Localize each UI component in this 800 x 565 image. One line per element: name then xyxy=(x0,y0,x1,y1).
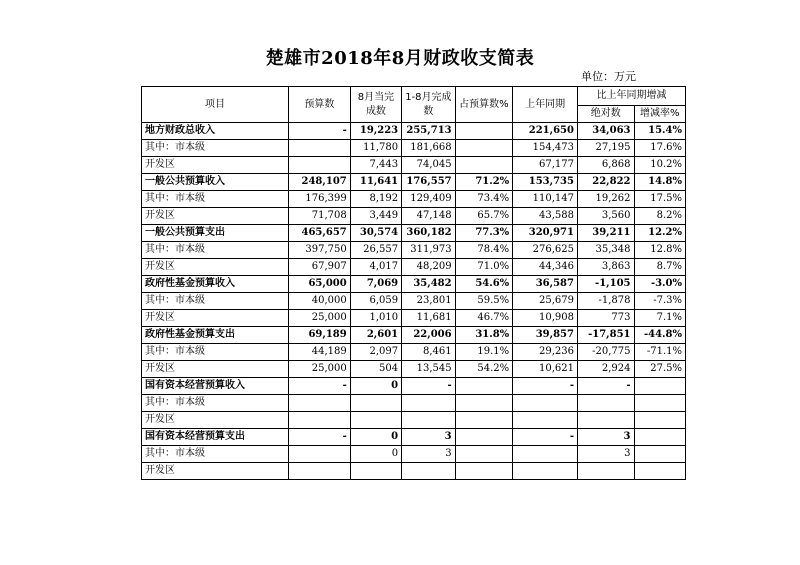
cell-name: 其中：市本级 xyxy=(142,446,289,463)
cell-abs: 22,822 xyxy=(577,174,634,191)
cell-rate: -44.8% xyxy=(634,327,685,344)
cell-cum: 48,209 xyxy=(402,259,455,276)
cell-aug: 7,069 xyxy=(350,276,401,293)
cell-abs: 27,195 xyxy=(577,140,634,157)
cell-name: 其中：市本级 xyxy=(142,293,289,310)
cell-pct: 31.8% xyxy=(455,327,513,344)
cell-budget xyxy=(289,463,351,480)
cell-prev xyxy=(513,412,578,429)
cell-pct xyxy=(455,157,513,174)
cell-rate: -71.1% xyxy=(634,344,685,361)
cell-budget xyxy=(289,395,351,412)
cell-budget: - xyxy=(289,429,351,446)
cell-aug: 0 xyxy=(350,446,401,463)
cell-prev xyxy=(513,446,578,463)
cell-prev: 154,473 xyxy=(513,140,578,157)
cell-name: 其中：市本级 xyxy=(142,344,289,361)
cell-aug: 3,449 xyxy=(350,208,401,225)
cell-budget: 40,000 xyxy=(289,293,351,310)
table-row xyxy=(142,123,686,140)
table-row xyxy=(142,225,686,242)
cell-aug: 2,601 xyxy=(350,327,401,344)
cell-aug xyxy=(350,412,401,429)
cell-aug: 26,557 xyxy=(350,242,401,259)
cell-pct xyxy=(455,463,513,480)
cell-prev: - xyxy=(513,378,578,395)
cell-cum: 8,461 xyxy=(402,344,455,361)
cell-pct xyxy=(455,429,513,446)
cell-aug: 19,223 xyxy=(350,123,401,140)
cell-aug: 11,780 xyxy=(350,140,401,157)
table-row xyxy=(142,276,686,293)
finance-table xyxy=(141,86,686,480)
cell-name: 开发区 xyxy=(142,412,289,429)
cell-prev: 153,735 xyxy=(513,174,578,191)
cell-aug: 8,192 xyxy=(350,191,401,208)
cell-pct xyxy=(455,412,513,429)
cell-cum xyxy=(402,395,455,412)
cell-abs xyxy=(577,395,634,412)
table-row xyxy=(142,463,686,480)
table-row xyxy=(142,344,686,361)
cell-pct: 77.3% xyxy=(455,225,513,242)
cell-prev: 67,177 xyxy=(513,157,578,174)
cell-name: 开发区 xyxy=(142,310,289,327)
cell-pct: 73.4% xyxy=(455,191,513,208)
cell-rate xyxy=(634,412,685,429)
header-pct: 占预算数% xyxy=(455,87,513,123)
cell-pct: 65.7% xyxy=(455,208,513,225)
cell-prev: 44,346 xyxy=(513,259,578,276)
cell-pct xyxy=(455,378,513,395)
cell-cum: 3 xyxy=(402,446,455,463)
table-row xyxy=(142,446,686,463)
header-change: 比上年同期增减 xyxy=(577,87,685,106)
cell-pct: 54.6% xyxy=(455,276,513,293)
cell-cum: 176,557 xyxy=(402,174,455,191)
cell-pct xyxy=(455,446,513,463)
cell-pct xyxy=(455,140,513,157)
cell-budget xyxy=(289,412,351,429)
cell-abs: 34,063 xyxy=(577,123,634,140)
header-item: 项目 xyxy=(142,87,289,123)
cell-abs: 3,560 xyxy=(577,208,634,225)
cell-budget: 25,000 xyxy=(289,361,351,378)
table-row xyxy=(142,310,686,327)
cell-aug: 504 xyxy=(350,361,401,378)
cell-budget xyxy=(289,157,351,174)
table-row xyxy=(142,208,686,225)
cell-cum: 129,409 xyxy=(402,191,455,208)
cell-pct: 19.1% xyxy=(455,344,513,361)
cell-rate: 17.6% xyxy=(634,140,685,157)
cell-rate: 17.5% xyxy=(634,191,685,208)
cell-cum: 74,045 xyxy=(402,157,455,174)
cell-rate xyxy=(634,395,685,412)
cell-abs: 19,262 xyxy=(577,191,634,208)
cell-rate xyxy=(634,378,685,395)
cell-cum: 23,801 xyxy=(402,293,455,310)
cell-abs xyxy=(577,412,634,429)
cell-abs: 3,863 xyxy=(577,259,634,276)
cell-budget: 397,750 xyxy=(289,242,351,259)
cell-pct xyxy=(455,123,513,140)
cell-budget: 71,708 xyxy=(289,208,351,225)
cell-aug xyxy=(350,395,401,412)
cell-aug: 1,010 xyxy=(350,310,401,327)
cell-abs: 2,924 xyxy=(577,361,634,378)
cell-rate: 8.7% xyxy=(634,259,685,276)
cell-aug: 6,059 xyxy=(350,293,401,310)
cell-name: 其中：市本级 xyxy=(142,140,289,157)
cell-abs: 773 xyxy=(577,310,634,327)
cell-abs: -1,878 xyxy=(577,293,634,310)
cell-name: 一般公共预算收入 xyxy=(142,174,289,191)
cell-budget xyxy=(289,446,351,463)
cell-name: 其中：市本级 xyxy=(142,191,289,208)
cell-budget: - xyxy=(289,378,351,395)
cell-aug: 30,574 xyxy=(350,225,401,242)
cell-prev: 221,650 xyxy=(513,123,578,140)
table-row xyxy=(142,412,686,429)
cell-prev: 276,625 xyxy=(513,242,578,259)
cell-pct: 54.2% xyxy=(455,361,513,378)
cell-aug xyxy=(350,463,401,480)
cell-rate: -7.3% xyxy=(634,293,685,310)
cell-budget: 65,000 xyxy=(289,276,351,293)
table-row xyxy=(142,242,686,259)
cell-rate: -3.0% xyxy=(634,276,685,293)
cell-abs: 39,211 xyxy=(577,225,634,242)
cell-name: 开发区 xyxy=(142,208,289,225)
cell-prev: 110,147 xyxy=(513,191,578,208)
cell-pct: 71.2% xyxy=(455,174,513,191)
cell-name: 政府性基金预算支出 xyxy=(142,327,289,344)
cell-rate xyxy=(634,463,685,480)
header-aug: 8月当完成数 xyxy=(350,87,401,123)
cell-abs: 6,868 xyxy=(577,157,634,174)
cell-cum xyxy=(402,463,455,480)
cell-rate: 8.2% xyxy=(634,208,685,225)
cell-name: 其中：市本级 xyxy=(142,242,289,259)
table-row xyxy=(142,191,686,208)
cell-prev: - xyxy=(513,429,578,446)
cell-aug: 7,443 xyxy=(350,157,401,174)
cell-aug: 11,641 xyxy=(350,174,401,191)
cell-name: 国有资本经营预算收入 xyxy=(142,378,289,395)
cell-aug: 0 xyxy=(350,429,401,446)
cell-abs: - xyxy=(577,378,634,395)
cell-aug: 2,097 xyxy=(350,344,401,361)
header-rate: 增减率% xyxy=(634,106,685,123)
cell-name: 一般公共预算支出 xyxy=(142,225,289,242)
cell-rate: 7.1% xyxy=(634,310,685,327)
cell-aug: 0 xyxy=(350,378,401,395)
cell-prev: 36,587 xyxy=(513,276,578,293)
cell-budget: 67,907 xyxy=(289,259,351,276)
cell-cum: 255,713 xyxy=(402,123,455,140)
cell-budget: 25,000 xyxy=(289,310,351,327)
cell-aug: 4,017 xyxy=(350,259,401,276)
header-abs: 绝对数 xyxy=(577,106,634,123)
cell-abs: -17,851 xyxy=(577,327,634,344)
table-row xyxy=(142,327,686,344)
cell-budget: 176,399 xyxy=(289,191,351,208)
cell-cum: 35,482 xyxy=(402,276,455,293)
cell-prev: 10,908 xyxy=(513,310,578,327)
cell-cum: 3 xyxy=(402,429,455,446)
table-row xyxy=(142,293,686,310)
cell-rate: 15.4% xyxy=(634,123,685,140)
table-row xyxy=(142,429,686,446)
cell-pct: 78.4% xyxy=(455,242,513,259)
cell-name: 开发区 xyxy=(142,259,289,276)
cell-abs: 3 xyxy=(577,429,634,446)
cell-name: 国有资本经营预算支出 xyxy=(142,429,289,446)
cell-abs: 3 xyxy=(577,446,634,463)
cell-abs: 35,348 xyxy=(577,242,634,259)
cell-prev: 320,971 xyxy=(513,225,578,242)
table-row xyxy=(142,174,686,191)
header-cum: 1-8月完成数 xyxy=(402,87,455,123)
cell-name: 地方财政总收入 xyxy=(142,123,289,140)
cell-pct xyxy=(455,395,513,412)
cell-rate xyxy=(634,446,685,463)
table-row xyxy=(142,259,686,276)
cell-rate: 12.2% xyxy=(634,225,685,242)
cell-abs xyxy=(577,463,634,480)
cell-prev xyxy=(513,463,578,480)
table-row xyxy=(142,157,686,174)
table-row xyxy=(142,140,686,157)
cell-budget xyxy=(289,140,351,157)
cell-cum xyxy=(402,412,455,429)
cell-cum: 11,681 xyxy=(402,310,455,327)
cell-rate: 10.2% xyxy=(634,157,685,174)
cell-rate: 27.5% xyxy=(634,361,685,378)
unit-label: 单位：万元 xyxy=(581,70,636,83)
cell-budget: 248,107 xyxy=(289,174,351,191)
cell-prev: 10,621 xyxy=(513,361,578,378)
table-row xyxy=(142,378,686,395)
cell-budget: 69,189 xyxy=(289,327,351,344)
cell-budget: 465,657 xyxy=(289,225,351,242)
cell-pct: 71.0% xyxy=(455,259,513,276)
table-body xyxy=(142,123,686,480)
header-prev: 上年同期 xyxy=(513,87,578,123)
cell-pct: 46.7% xyxy=(455,310,513,327)
cell-cum: 22,006 xyxy=(402,327,455,344)
page-title: 楚雄市2018年8月财政收支简表 xyxy=(265,48,535,69)
cell-pct: 59.5% xyxy=(455,293,513,310)
cell-prev: 25,679 xyxy=(513,293,578,310)
cell-prev xyxy=(513,395,578,412)
cell-name: 开发区 xyxy=(142,463,289,480)
cell-abs: -20,775 xyxy=(577,344,634,361)
table-row xyxy=(142,361,686,378)
cell-rate: 12.8% xyxy=(634,242,685,259)
cell-cum: 181,668 xyxy=(402,140,455,157)
cell-rate: 14.8% xyxy=(634,174,685,191)
cell-budget: 44,189 xyxy=(289,344,351,361)
cell-cum: 47,148 xyxy=(402,208,455,225)
table-row xyxy=(142,395,686,412)
cell-cum: 360,182 xyxy=(402,225,455,242)
cell-name: 政府性基金预算收入 xyxy=(142,276,289,293)
cell-cum: - xyxy=(402,378,455,395)
cell-name: 开发区 xyxy=(142,157,289,174)
cell-name: 其中：市本级 xyxy=(142,395,289,412)
cell-rate xyxy=(634,429,685,446)
cell-prev: 43,588 xyxy=(513,208,578,225)
cell-cum: 311,973 xyxy=(402,242,455,259)
cell-abs: -1,105 xyxy=(577,276,634,293)
cell-prev: 39,857 xyxy=(513,327,578,344)
cell-budget: - xyxy=(289,123,351,140)
cell-prev: 29,236 xyxy=(513,344,578,361)
cell-name: 开发区 xyxy=(142,361,289,378)
header-budget: 预算数 xyxy=(289,87,351,123)
cell-cum: 13,545 xyxy=(402,361,455,378)
